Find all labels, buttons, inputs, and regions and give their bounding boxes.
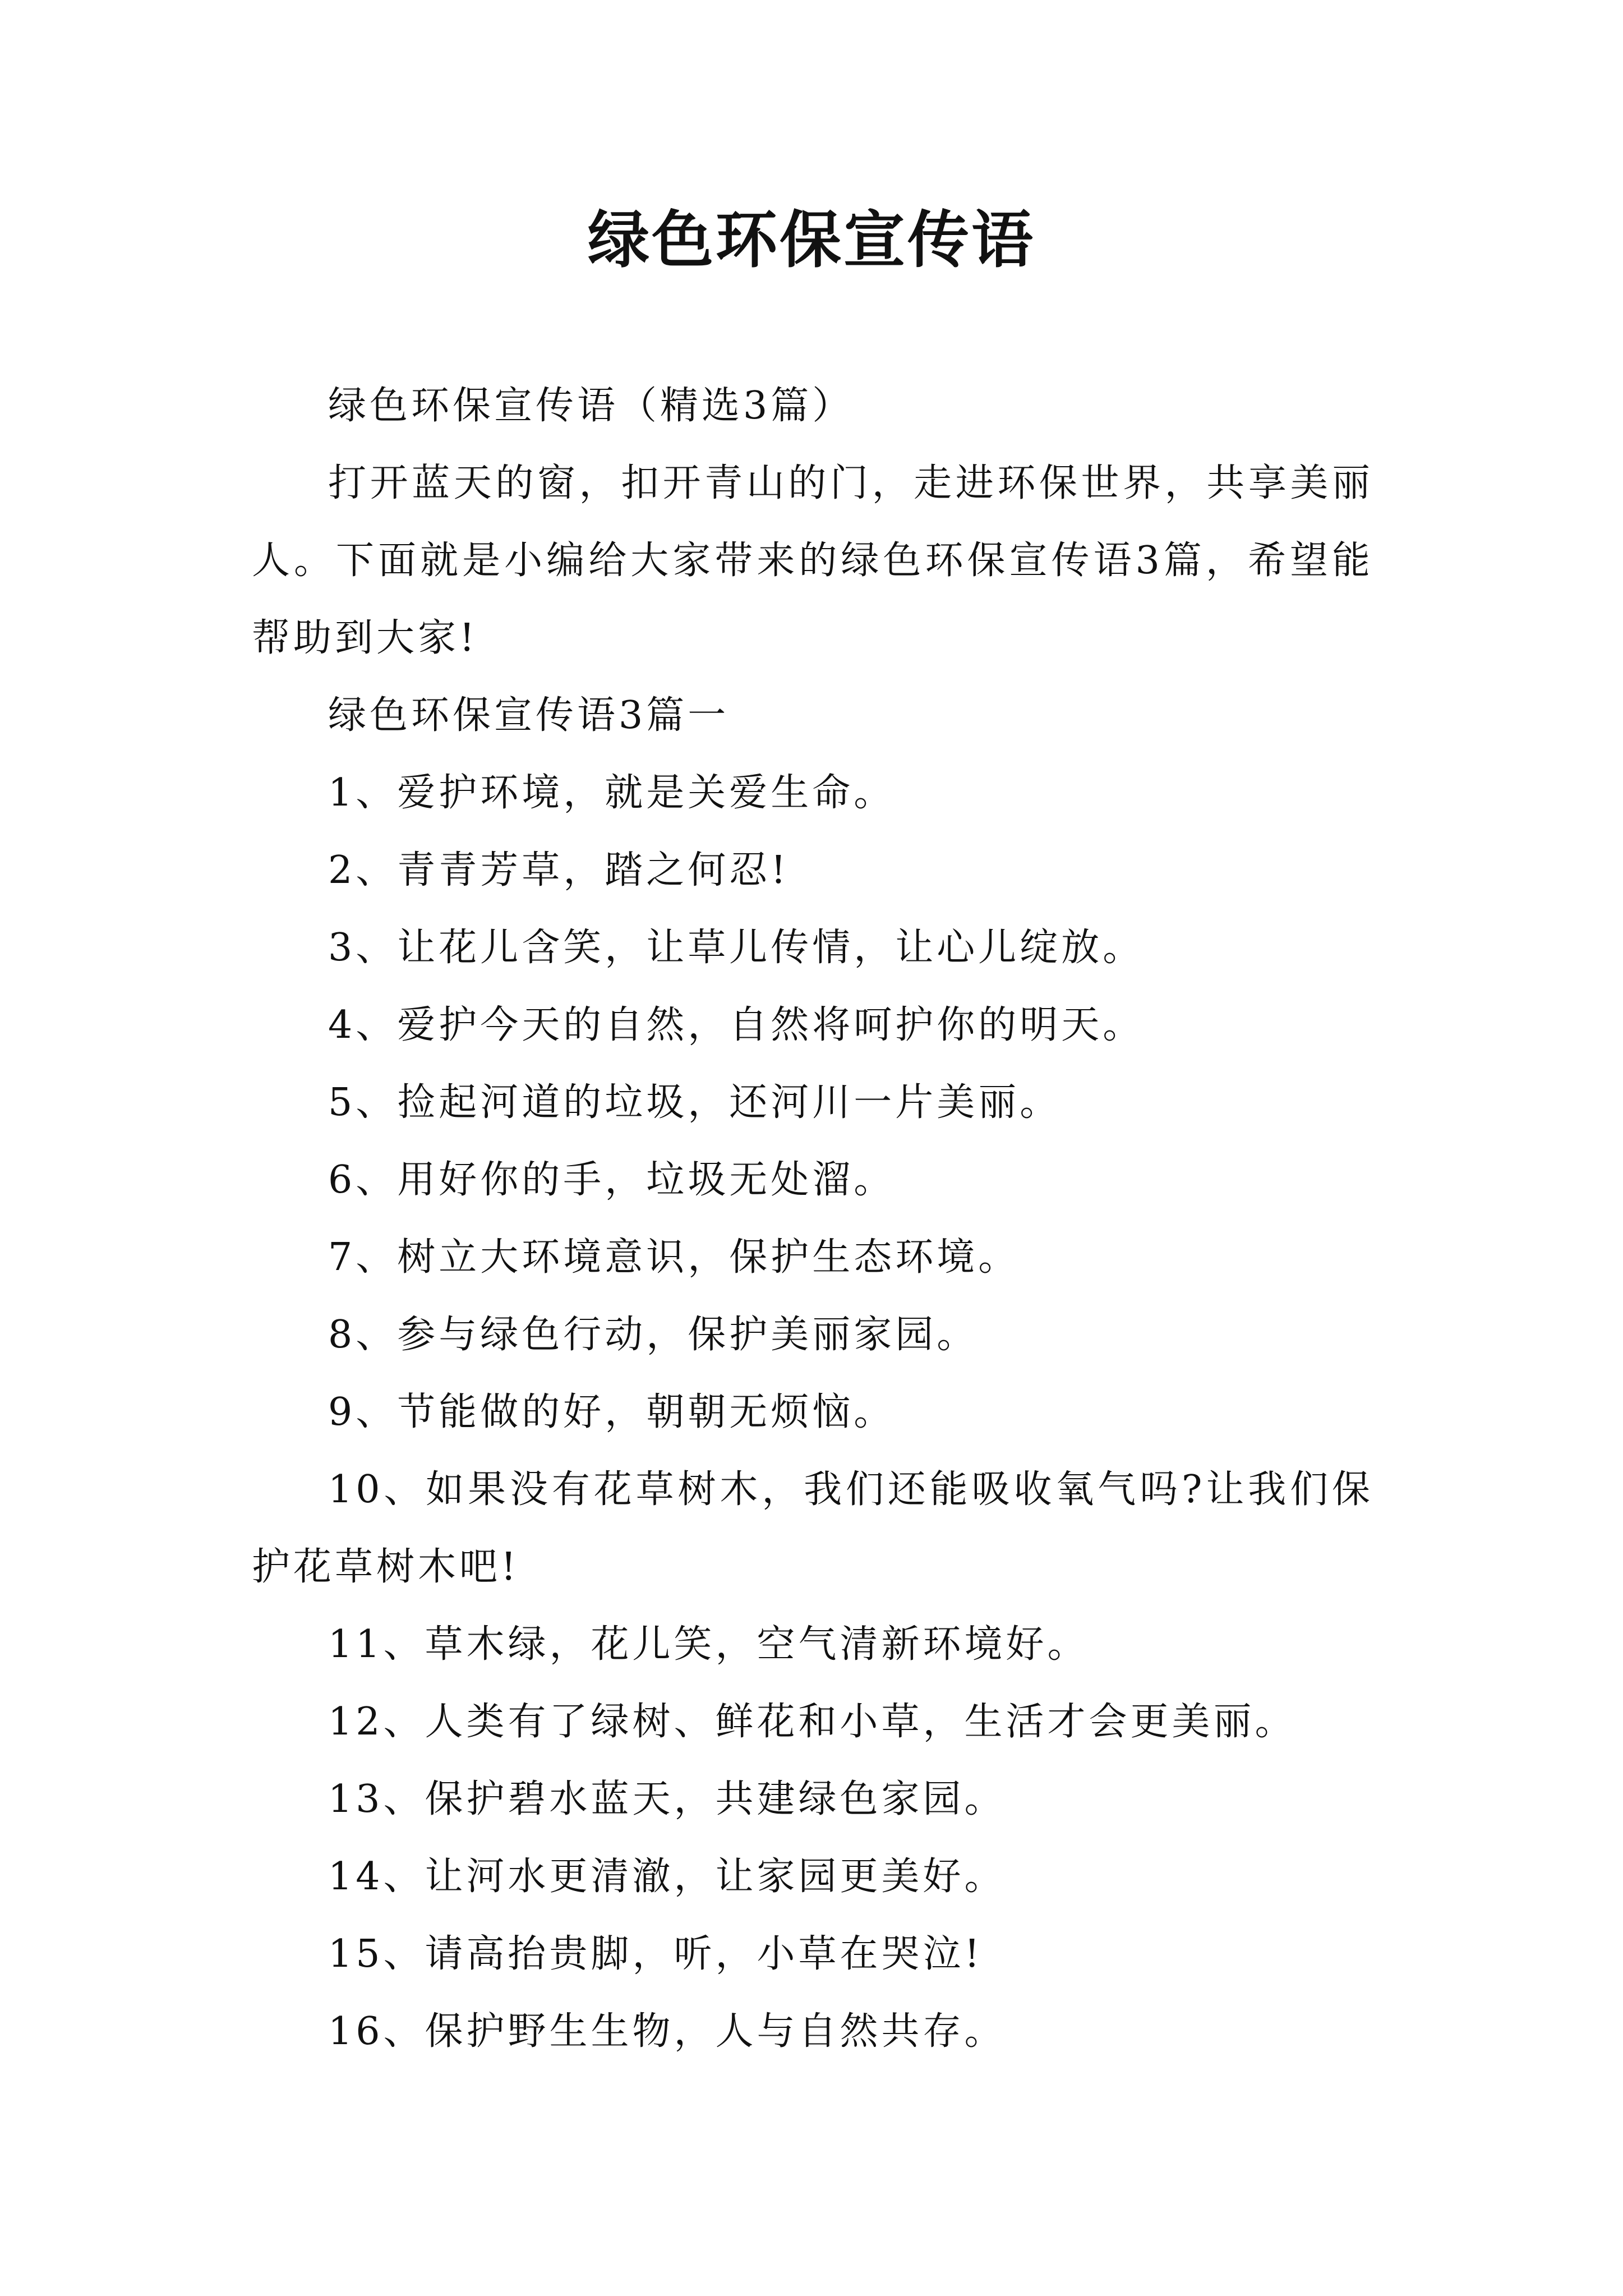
slogan-item: 11、草木绿，花儿笑，空气清新环境好。 (328, 1622, 1089, 1667)
slogan-item: 4、爱护今天的自然，自然将呵护你的明天。 (328, 1003, 1145, 1047)
slogan-item: 9、节能做的好，朝朝无烦恼。 (328, 1390, 896, 1434)
document-title: 绿色环保宣传语 (588, 204, 1035, 276)
slogan-item: 3、让花儿含笑，让草儿传情，让心儿绽放。 (328, 926, 1145, 970)
slogan-item: 2、青青芳草，踏之何忍! (328, 848, 790, 892)
slogan-item: 14、让河水更清澈，让家园更美好。 (328, 1855, 1006, 1899)
slogan-item: 1、爱护环境，就是关爱生命。 (328, 771, 896, 815)
slogan-item: 5、捡起河道的垃圾，还河川一片美丽。 (328, 1080, 1062, 1125)
slogan-item: 12、人类有了绿树、鲜花和小草，生活才会更美丽。 (328, 1700, 1297, 1744)
slogan-item: 15、请高抬贵脚，听，小草在哭泣! (328, 1932, 983, 1976)
intro-paragraph: 打开蓝天的窗，扣开青山的门，走进环保世界，共享美丽人。下面就是小编给大家带来的绿色环保宣传语3篇，希望能帮助到大家! (252, 461, 1373, 660)
slogan-item: 13、保护碧水蓝天，共建绿色家园。 (328, 1777, 1006, 1821)
section-heading: 绿色环保宣传语3篇一 (328, 693, 730, 738)
subtitle-paragraph: 绿色环保宣传语（精选3篇） (328, 384, 854, 428)
slogan-item: 16、保护野生生物，人与自然共存。 (328, 2009, 1006, 2054)
slogan-item: 7、树立大环境意识，保护生态环境。 (328, 1235, 1020, 1280)
document-body (252, 367, 1373, 2070)
slogan-item: 8、参与绿色行动，保护美丽家园。 (328, 1313, 979, 1357)
slogan-item: 6、用好你的手，垃圾无处溜。 (328, 1158, 896, 1202)
slogan-item: 10、如果没有花草树木，我们还能吸收氧气吗?让我们保护花草树木吧! (252, 1467, 1373, 1589)
